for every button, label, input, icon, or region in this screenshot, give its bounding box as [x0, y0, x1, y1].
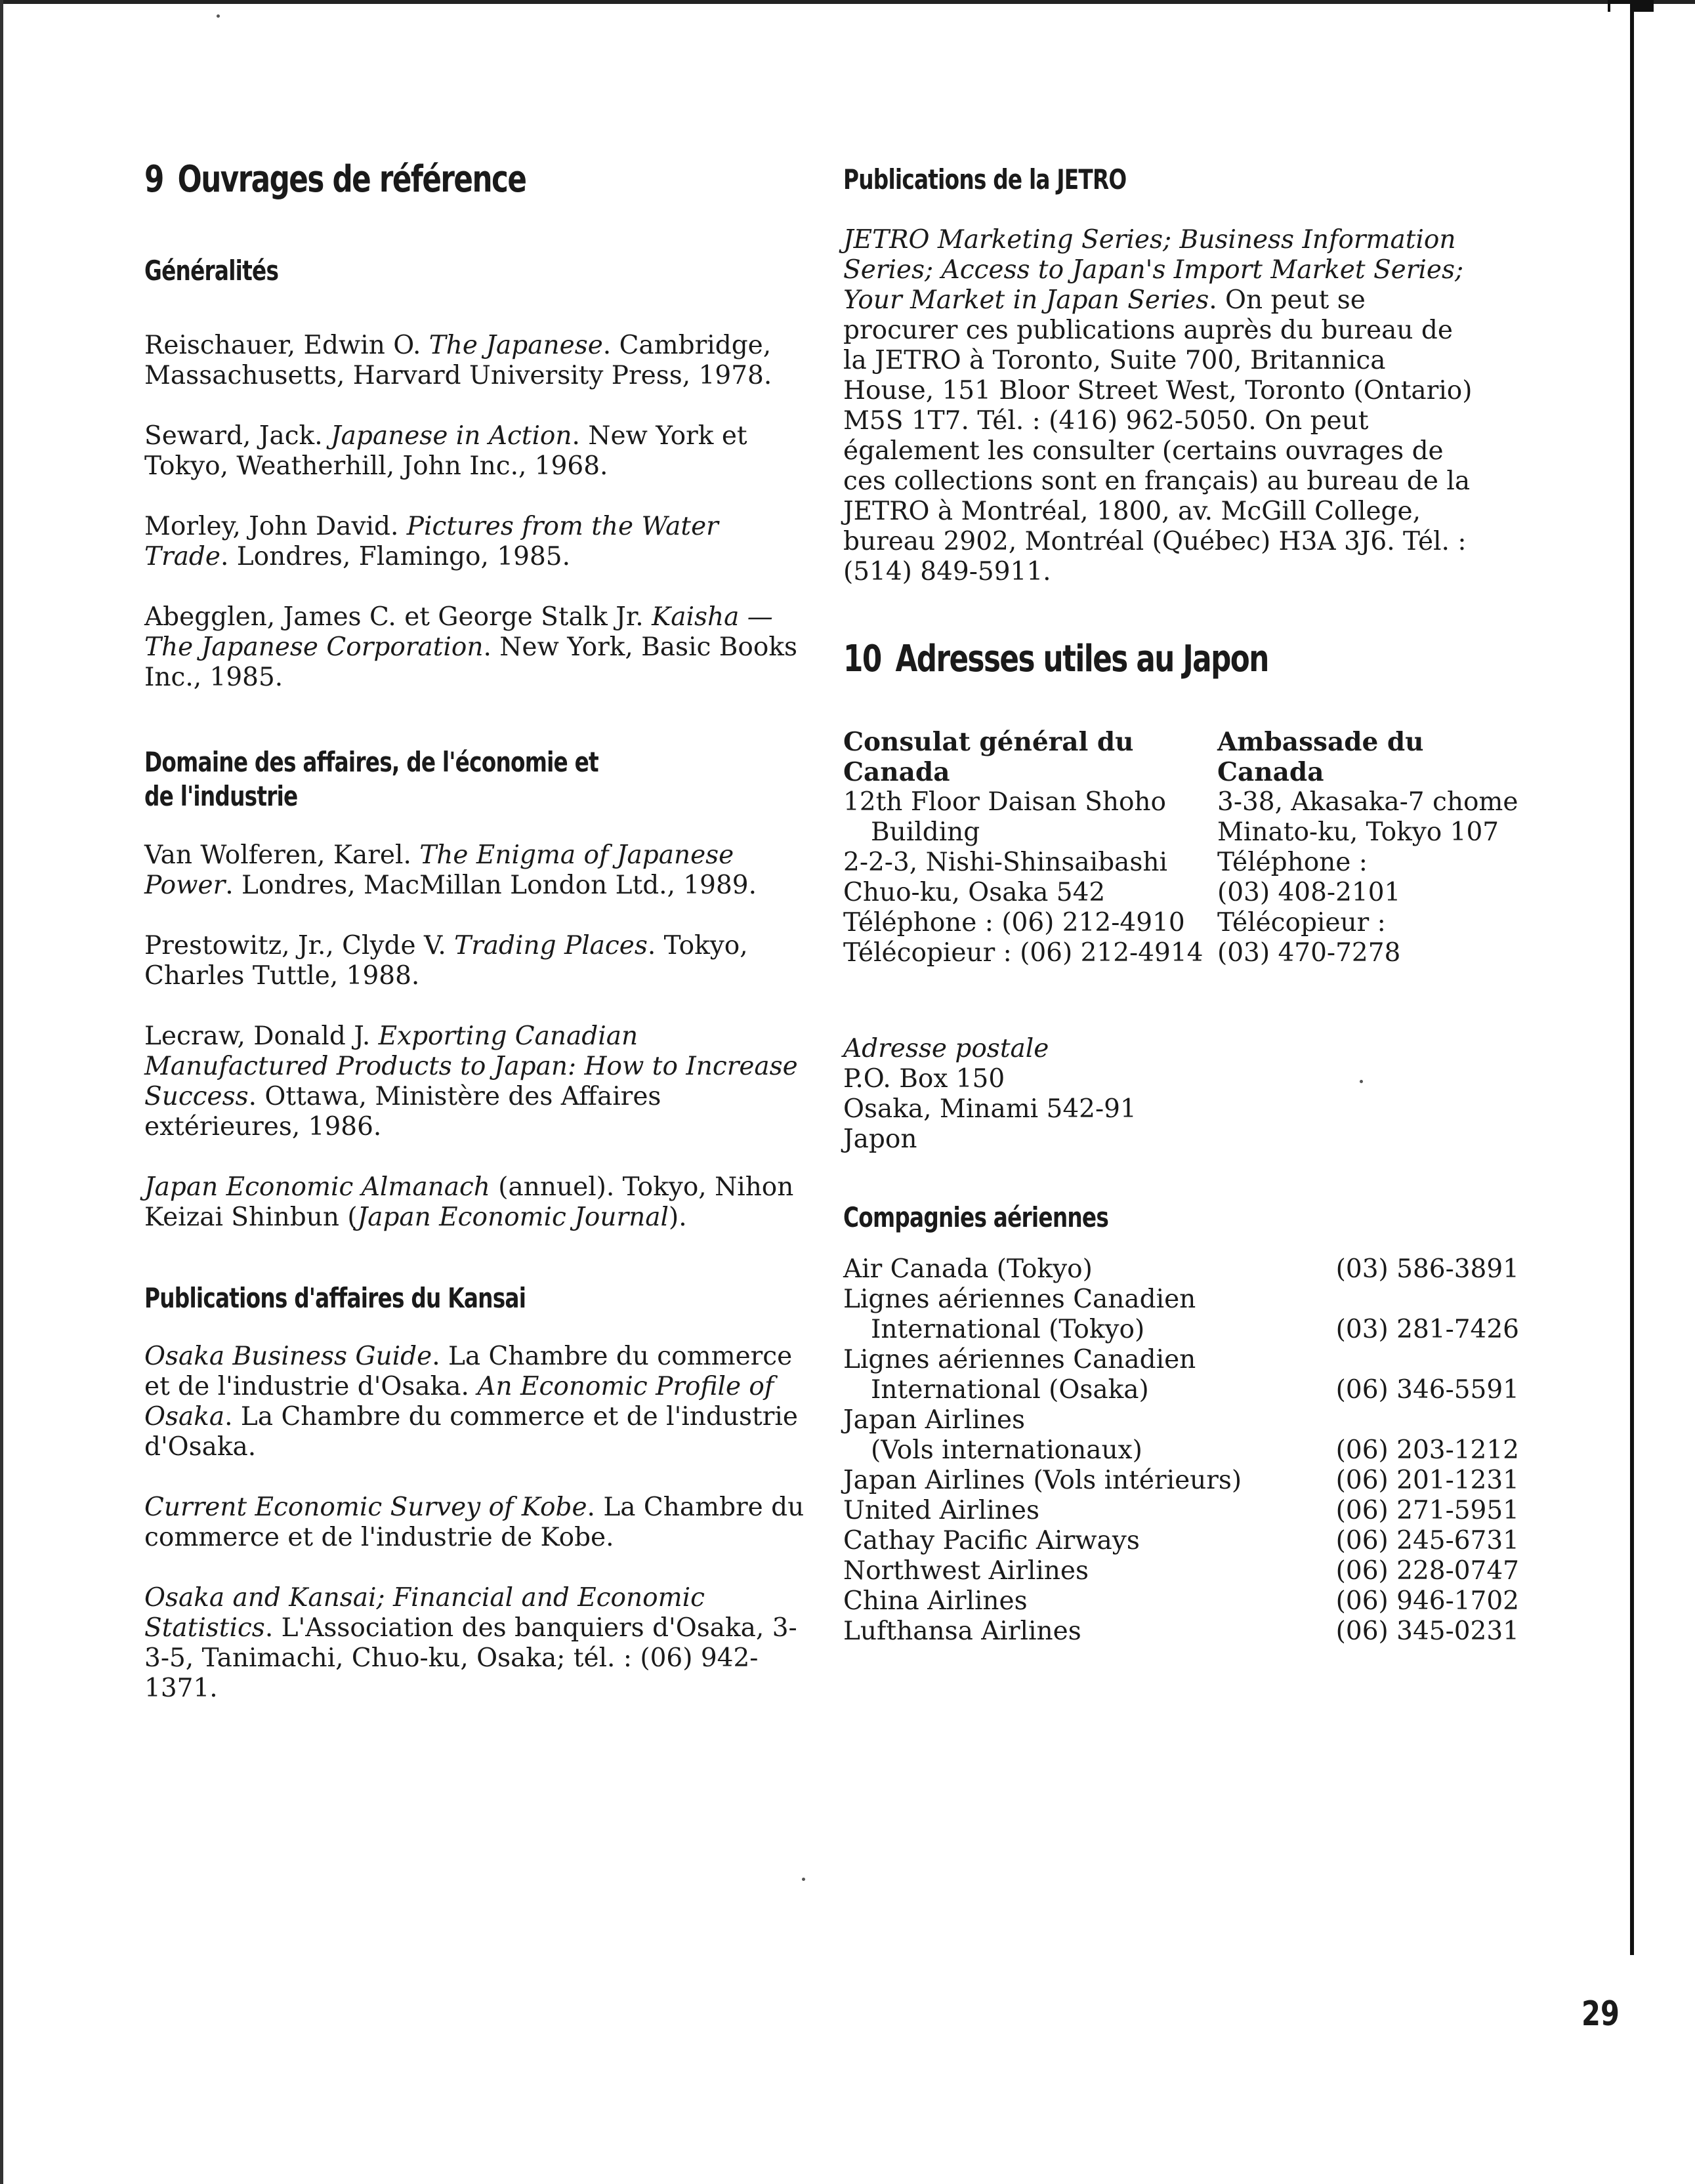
bib-entry — [144, 1021, 807, 1142]
bib-publisher: . Ottawa, Ministère des Affaires extérieures, 1986. — [144, 1081, 661, 1142]
airline-row — [843, 1556, 1519, 1586]
airline-row — [843, 1345, 1519, 1375]
airline-phone — [1336, 1405, 1519, 1435]
ambassade-address — [1217, 727, 1532, 968]
airline-name: United Airlines — [843, 1496, 1040, 1526]
airline-name: China Airlines — [843, 1586, 1028, 1617]
address-line: Minato-ku, Tokyo 107 — [1217, 817, 1499, 847]
phone-label: Téléphone : — [1217, 847, 1368, 877]
bib-publisher: . New York et Tokyo, Weatherhill, John Inc., 1968. — [144, 421, 747, 481]
airline-row — [843, 1435, 1519, 1466]
bib-publisher: . Cambridge, Massachusetts, Harvard University Press, 1978. — [144, 330, 772, 390]
bib-entry — [144, 331, 774, 391]
fax-line: Télécopieur : (06) 212-4914 — [843, 937, 1203, 968]
bib-publisher: ). — [668, 1202, 687, 1232]
chapter-10-heading — [843, 637, 1406, 681]
chapter-title: Adresses utiles au Japon — [895, 637, 1268, 680]
bib-title: Japanese in Action — [331, 421, 572, 451]
address-line: 2-2-3, Nishi-Shinsaibashi — [843, 847, 1167, 877]
section-heading-jetro: Publications de la JETRO — [843, 163, 1127, 196]
jetro-paragraph — [843, 225, 1473, 587]
chapter-number: 9 — [144, 158, 163, 201]
airline-row — [843, 1375, 1519, 1405]
scan-edge-corner-gap — [1610, 4, 1630, 12]
address-line: P.O. Box 150 — [843, 1063, 1005, 1094]
bib-publisher: . L'Association des banquiers d'Osaka, 3-3-5, Tanimachi, Chuo-ku, Osaka; tél. : (06) 942-1371. — [144, 1613, 797, 1704]
scan-edge-right — [1630, 0, 1634, 1955]
bib-publisher: . La Chambre du commerce et de l'industrie de Kobe. — [144, 1493, 805, 1553]
airline-name: International (Osaka) — [871, 1375, 1149, 1405]
airline-phone: (06) 345-0231 — [1335, 1617, 1519, 1647]
airline-phone — [1336, 1345, 1519, 1375]
bib-author: Prestowitz, Jr., Clyde V. — [144, 930, 455, 960]
airline-phone: (06) 946-1702 — [1335, 1586, 1519, 1617]
bib-entry — [144, 602, 807, 693]
heading-line: Domaine des affaires, de l'économie et — [144, 745, 598, 778]
bib-author: Seward, Jack. — [144, 421, 331, 451]
airline-row — [843, 1315, 1519, 1345]
bib-title: The Enigma of Japanese Power — [144, 840, 734, 900]
bib-author: Abegglen, James C. et George Stalk Jr. — [144, 602, 652, 632]
bib-author: Van Wolferen, Karel. — [144, 840, 420, 870]
jetro-series-titles: JETRO Marketing Series; Business Information Series; Access to Japan's Import Market Series; Your Market in Japan Series — [843, 224, 1464, 315]
phone-line: Téléphone : (06) 212-4910 — [843, 907, 1185, 937]
affaires-list — [144, 840, 814, 1233]
page-number: 29 — [1581, 1994, 1620, 2034]
airline-name: Lignes aériennes Canadien — [843, 1345, 1196, 1375]
bib-author: Lecraw, Donald J. — [144, 1021, 379, 1051]
bib-title: Japan Economic Journal — [357, 1202, 669, 1232]
airline-row — [843, 1466, 1519, 1496]
airline-name: Lufthansa Airlines — [843, 1617, 1081, 1647]
scan-speck — [217, 14, 220, 18]
bib-publisher: . La Chambre du commerce et de l'industrie d'Osaka. — [144, 1402, 798, 1462]
bib-title: Exporting Canadian Manufactured Products to Japan: How to Increase Success — [144, 1021, 798, 1111]
postal-label: Adresse postale — [843, 1033, 1049, 1063]
right-column — [843, 157, 1565, 1647]
bib-publisher: . New York, Basic Books Inc., 1985. — [144, 632, 798, 692]
airline-name: Northwest Airlines — [843, 1556, 1089, 1586]
bib-entry — [144, 1342, 801, 1462]
bib-entry — [144, 1583, 807, 1704]
bib-title: Japan Economic Almanach — [144, 1172, 490, 1202]
postal-address — [843, 1034, 1565, 1155]
airline-row — [843, 1405, 1519, 1435]
address-line: Japon — [843, 1124, 917, 1154]
chapter-title: Ouvrages de référence — [177, 158, 526, 201]
bib-title: Osaka and Kansai; Financial and Economic Statistics — [144, 1583, 705, 1643]
address-line: 12th Floor Daisan Shoho — [843, 787, 1167, 817]
bib-title: Kaisha — The Japanese Corporation — [144, 602, 773, 662]
kansai-list — [144, 1342, 814, 1704]
fax-line: (03) 470-7278 — [1217, 937, 1401, 968]
airline-row — [843, 1586, 1519, 1617]
section-heading-generalites: Généralités — [144, 255, 279, 287]
airline-phone: (03) 586-3891 — [1335, 1254, 1519, 1285]
heading-line: de l'industrie — [144, 780, 298, 813]
bib-entry — [144, 840, 774, 901]
bib-publisher: . Tokyo, Charles Tuttle, 1988. — [144, 930, 748, 991]
airline-name: Lignes aériennes Canadien — [843, 1285, 1196, 1315]
airline-phone: (06) 346-5591 — [1335, 1375, 1519, 1405]
airline-name: Cathay Pacific Airways — [843, 1526, 1140, 1556]
bib-title: Current Economic Survey of Kobe — [144, 1493, 587, 1523]
phone-line: (03) 408-2101 — [1217, 877, 1401, 907]
airline-phone: (06) 228-0747 — [1335, 1556, 1519, 1586]
bib-entry — [144, 1172, 807, 1233]
bib-author: Morley, John David. — [144, 511, 407, 541]
scan-edge-top — [0, 0, 1695, 4]
address-title: Canada — [843, 756, 950, 787]
consulat-address — [843, 727, 1211, 968]
airline-row — [843, 1496, 1519, 1526]
address-line: Building — [871, 817, 980, 847]
bib-publisher: . La Chambre du commerce et de l'industrie d'Osaka. — [144, 1342, 793, 1402]
airline-phone — [1336, 1285, 1519, 1315]
fax-label: Télécopieur : — [1217, 907, 1386, 937]
address-title: Consulat général du — [843, 726, 1134, 757]
left-column — [144, 157, 814, 1704]
bib-entry — [144, 1493, 807, 1553]
jetro-details: . On peut se procurer ces publications auprès du bureau de la JETRO à Toronto, Suite 700, Britannica House, 151 Bloor Street West, Toronto (Ontario) M5S 1T7. Tél. : (416) 962-5050. On peut également les consulter (certains ouvrages de ces collections sont en français) au bureau de la JETRO à Montréal, 1800, av. McGill College, bureau 2902, Montréal (Québec) H3A 3J6. Tél. : (514) 849-5911. — [843, 285, 1473, 587]
bib-title: An Economic Profile of Osaka — [144, 1372, 774, 1432]
bib-publisher: (annuel). Tokyo, Nihon Keizai Shinbun ( — [144, 1172, 794, 1232]
airline-name: Japan Airlines — [843, 1405, 1026, 1435]
bib-publisher: . Londres, Flamingo, 1985. — [220, 541, 570, 571]
airlines-table — [843, 1254, 1519, 1647]
airline-row — [843, 1285, 1519, 1315]
airline-row — [843, 1526, 1519, 1556]
address-line: 3-38, Akasaka-7 chome — [1217, 787, 1518, 817]
airline-name: Japan Airlines (Vols intérieurs) — [843, 1466, 1242, 1496]
airline-row — [843, 1254, 1519, 1285]
address-line: Chuo-ku, Osaka 542 — [843, 877, 1106, 907]
airline-name: International (Tokyo) — [871, 1315, 1145, 1345]
bib-entry — [144, 421, 774, 482]
bib-entry — [144, 512, 774, 572]
bib-entry — [144, 931, 774, 991]
airline-phone: (06) 203-1212 — [1335, 1435, 1519, 1466]
address-line: Osaka, Minami 542-91 — [843, 1094, 1137, 1124]
bib-title: Pictures from the Water Trade — [144, 511, 719, 571]
airline-phone: (06) 271-5951 — [1335, 1496, 1519, 1526]
section-heading-kansai: Publications d'affaires du Kansai — [144, 1281, 526, 1314]
address-title: Canada — [1217, 756, 1324, 787]
scan-speck — [802, 1878, 805, 1881]
bib-title: Trading Places — [454, 930, 648, 960]
airline-phone: (03) 281-7426 — [1335, 1315, 1519, 1345]
chapter-number: 10 — [843, 637, 881, 680]
bib-title: The Japanese — [429, 330, 603, 360]
chapter-9-heading — [144, 157, 667, 201]
bib-author: Reischauer, Edwin O. — [144, 330, 429, 360]
airline-phone: (06) 201-1231 — [1335, 1466, 1519, 1496]
airline-phone: (06) 245-6731 — [1335, 1526, 1519, 1556]
scan-edge-left — [0, 0, 3, 2184]
generalites-list — [144, 331, 814, 693]
airline-name: Air Canada (Tokyo) — [843, 1254, 1093, 1285]
airline-row — [843, 1617, 1519, 1647]
section-heading-airlines: Compagnies aériennes — [843, 1201, 1109, 1233]
bib-title: Osaka Business Guide — [144, 1342, 432, 1372]
address-block — [843, 727, 1565, 970]
airlines-table-body — [843, 1254, 1519, 1647]
section-heading-affaires — [144, 745, 667, 814]
airline-name: (Vols internationaux) — [871, 1435, 1142, 1466]
bib-publisher: . Londres, MacMillan London Ltd., 1989. — [225, 870, 757, 900]
address-title: Ambassade du — [1217, 726, 1424, 757]
